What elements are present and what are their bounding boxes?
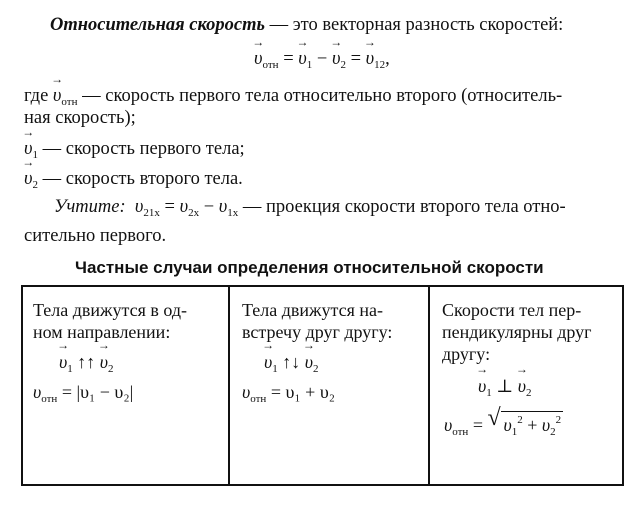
eq-sign: = <box>278 49 299 69</box>
case-3-line-2: пендикулярны друг <box>442 322 592 342</box>
note-label: Учтите: <box>54 197 126 217</box>
note-v-3: υ <box>218 197 228 217</box>
note-eq: = <box>159 197 180 217</box>
case-1-v2-sub: 2 <box>108 363 114 375</box>
case-1-v1-sub: 1 <box>67 363 73 375</box>
case-2-formula <box>242 381 335 403</box>
sub-rel: отн <box>262 59 279 71</box>
case-1-formula <box>33 381 133 403</box>
case-2-v2-sub: 2 <box>313 363 319 375</box>
case-3-v1-sub: 1 <box>486 387 492 399</box>
case-2-v2: → υ <box>305 351 313 373</box>
radicand-v2-pow: 2 <box>555 414 562 426</box>
sub-rel-2: отн <box>61 96 78 108</box>
case-2-relation <box>264 351 319 373</box>
sub-2-2: 2 <box>32 179 38 191</box>
case-3-line-1: Скорости тел пер- <box>442 300 582 320</box>
section-title: Частные случаи определения относительной скорости <box>75 258 544 277</box>
v12-vector: → υ <box>366 48 375 70</box>
note-a-sub: 2x <box>188 207 200 219</box>
note-v-2: υ <box>179 197 189 217</box>
case-3-relation <box>478 375 531 397</box>
case-1-rel-symbol: ↑↑ <box>77 352 96 372</box>
explanation-line-2: ная скорость); <box>24 108 136 128</box>
case-3-vrel-sub: отн <box>452 426 469 438</box>
radicand-v1-pow: 2 <box>517 414 523 426</box>
main-formula <box>254 48 390 70</box>
case-1-line-1: Тела движутся в од- <box>33 300 187 320</box>
case-2-vrel: υ <box>242 382 251 402</box>
case-3-vrel: υ <box>444 415 453 435</box>
note-b-sub: 1x <box>227 207 239 219</box>
note-v: υ <box>134 197 144 217</box>
case-cell-same-direction <box>23 287 228 484</box>
v-rel-vector: → υ <box>254 48 263 70</box>
case-2-v1-sub: 1 <box>272 363 278 375</box>
case-3-rel-symbol: ⊥ <box>496 376 514 396</box>
radicand-v2: υ <box>541 415 551 435</box>
case-1-vrel: υ <box>33 382 42 402</box>
sub-2: 2 <box>340 59 346 71</box>
case-3-v2-sub: 2 <box>525 387 532 399</box>
case-1-line-2: ном направлении: <box>33 322 171 342</box>
case-1-v2: → υ <box>100 351 108 373</box>
note-lhs-sub: 21x <box>143 207 160 219</box>
sqrt-radicand: $\upsilon_1^2 + \upsilon_2^2$ <box>501 411 563 436</box>
eq-sign-2: = <box>345 49 366 69</box>
case-1-formula-rhs: = |υ₁ − υ₂| <box>61 382 134 402</box>
case-1-v1: → υ <box>59 351 67 373</box>
case-cell-perpendicular <box>428 287 622 484</box>
formula-tail: , <box>385 49 390 69</box>
case-1-relation <box>59 351 114 373</box>
cases-table <box>21 285 624 486</box>
radicand-v1-sub: 1 <box>511 426 518 438</box>
minus-sign: − <box>312 49 332 69</box>
case-2-v1: → υ <box>264 351 272 373</box>
case-cell-opposite-direction <box>228 287 428 484</box>
case-2-line-1: Тела движутся на- <box>242 300 383 320</box>
sub-1: 1 <box>306 59 313 71</box>
case-2-vrel-sub: отн <box>250 393 267 405</box>
note-rest-1: — проекция скорости второго тела отно- <box>238 197 566 217</box>
explanation-line-3-rest: — скорость первого тела; <box>38 139 245 159</box>
sub-12: 12 <box>374 59 386 71</box>
sqrt-radical-sign: √ <box>487 405 501 431</box>
explanation-line-1 <box>24 85 562 107</box>
v-rel-vector-2: → υ <box>53 85 62 107</box>
case-2-line-2: встречу друг другу: <box>242 322 393 342</box>
sub-1-2: 1 <box>32 149 38 161</box>
definition-line <box>50 14 563 36</box>
note-line <box>54 196 566 218</box>
case-3-v1: → υ <box>478 375 486 397</box>
v2-vector: → υ <box>332 48 341 70</box>
note-minus: − <box>199 197 219 217</box>
case-3-formula <box>444 405 563 438</box>
case-3-v2: → υ <box>518 375 526 397</box>
definition-term: Относительная скорость <box>50 15 265 35</box>
definition-rest: — это векторная разность скоростей: <box>264 15 564 35</box>
explanation-line-1-rest: — скорость первого тела относительно второго (относитель- <box>77 86 563 106</box>
case-1-vrel-sub: отн <box>41 393 58 405</box>
v2-vector-2: → υ <box>24 168 33 190</box>
case-3-line-3: другу: <box>442 344 491 364</box>
case-2-rel-symbol: ↑↓ <box>282 352 301 372</box>
v1-vector-2: → υ <box>24 138 33 160</box>
explanation-line-3 <box>24 138 245 160</box>
radicand-v2-sub: 2 <box>550 426 556 438</box>
note-line-2: сительно первого. <box>24 226 167 246</box>
explanation-line-4-rest: — скорость второго тела. <box>38 169 243 189</box>
radicand-v1: υ <box>503 415 512 435</box>
where-label: где <box>24 86 53 106</box>
explanation-line-4 <box>24 168 243 190</box>
case-2-formula-rhs: = υ₁ + υ₂ <box>270 382 336 402</box>
case-3-eq: = <box>472 415 483 435</box>
v1-vector: → υ <box>298 48 307 70</box>
sqrt-expression <box>487 405 563 438</box>
